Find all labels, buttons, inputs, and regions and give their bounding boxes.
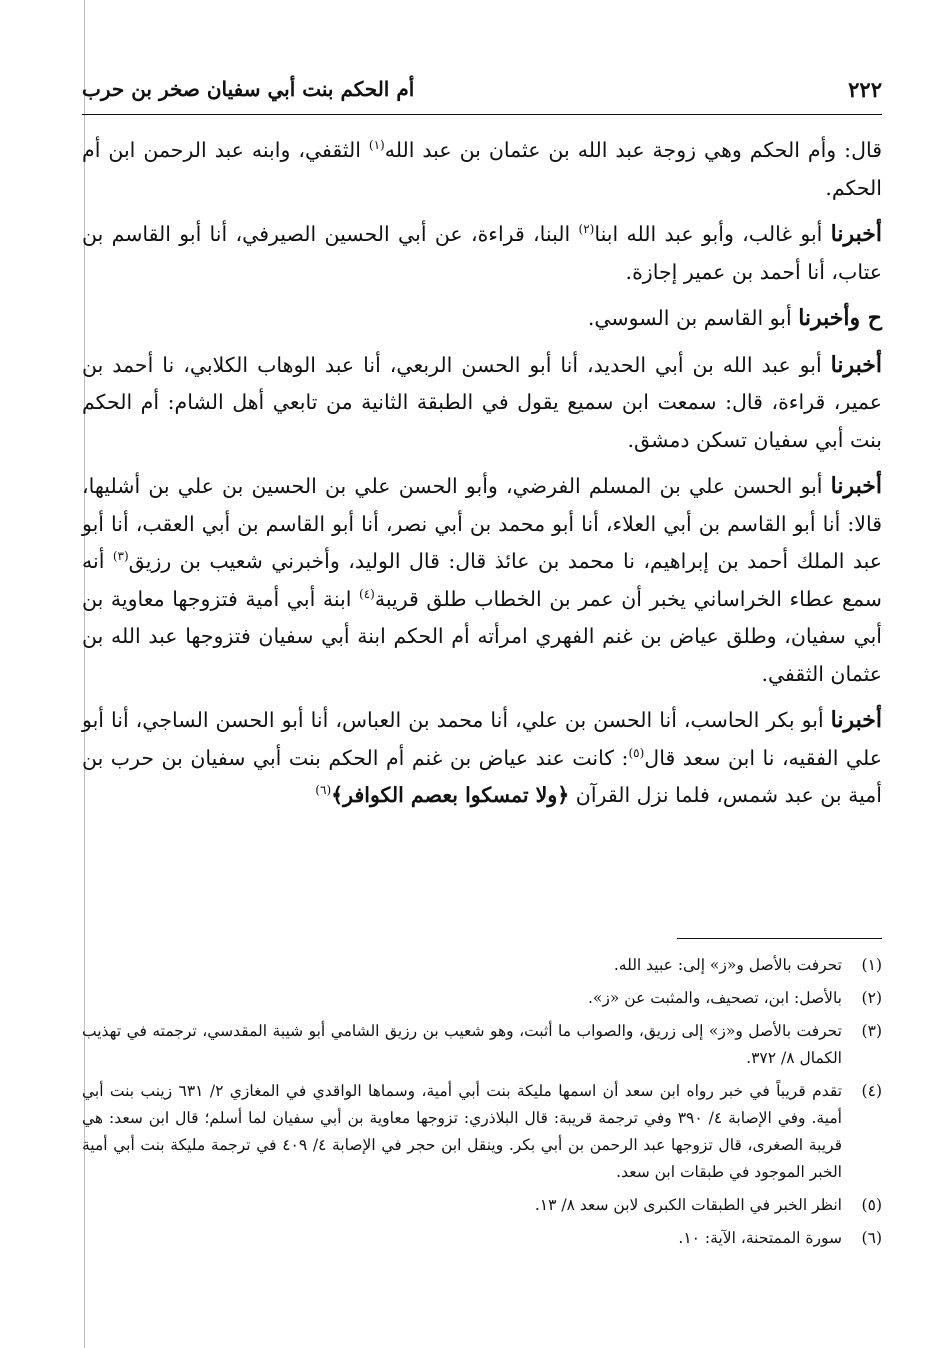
footnote-number: (٣) — [861, 1022, 882, 1040]
footnote-2 — [82, 985, 882, 1012]
book-page — [82, 60, 882, 1330]
footnote-ref-2: (٢) — [578, 222, 595, 237]
footnote-text: سورة الممتحنة، الآية: ١٠. — [678, 1229, 842, 1247]
akhbarana-keyword: أخبرنا — [798, 305, 850, 331]
body-text — [82, 132, 882, 824]
footnote-number: (٥) — [861, 1196, 882, 1214]
footnote-ref-6: (٦) — [315, 783, 332, 798]
footnote-1 — [82, 952, 882, 979]
akhbarana-keyword: أخبرنا — [830, 351, 882, 378]
footnote-4 — [82, 1078, 882, 1186]
footnote-ref-4: (٤) — [359, 586, 375, 601]
paragraph-3: ح وأخبرنا أبو القاسم بن السوسي. — [587, 305, 882, 331]
page-header — [82, 72, 882, 106]
quran-verse: ﴿ولا تمسكوا بعصم الكوافر﴾ — [331, 783, 570, 807]
footnote-5 — [82, 1192, 882, 1219]
page-number: ٢٢٢ — [848, 76, 882, 102]
header-rule — [82, 114, 882, 115]
footnote-ref-3: (٣) — [112, 549, 129, 564]
footnote-rule — [677, 938, 882, 939]
akhbarana-keyword: أخبرنا — [830, 473, 882, 499]
akhbarana-keyword: أخبرنا — [830, 221, 882, 247]
paragraph-2: أخبرنا أبو غالب، وأبو عبد الله ابنا$^{(٢)}$ البنا، قراءة، عن أبي الحسين الصيرفي، أنا أبو القاسم بن عتاب، أنا أحمد بن عمير إجازة. — [82, 221, 882, 284]
footnote-text: تحرفت بالأصل و«ز» إلى: عبيد الله. — [613, 956, 842, 974]
footnote-text: تقدم قريباً في خبر رواه ابن سعد أن اسمها مليكة بنت أبي أمية، وسماها الواقدي في المغازي ٢/ ٦٣١ زينب بنت أبي أمية. وفي الإصابة ٤/ ٣٩٠ وفي ترجمة قريبة: قال البلاذري: تزوجها معاوية بن أبي سفيان لما أسلم؛ قال ابن سعد: هي قريبة الصغرى، قال تزوجها عبد الرحمن بن أبي بكر. وينقل ابن حجر في الإصابة ٤/ ٤٠٩ في ترجمة مليكة بنت أبي أمية الخبر الموجود في طبقات ابن سعد. — [82, 1082, 843, 1181]
footnote-text: انظر الخبر في الطبقات الكبرى لابن سعد ٨/ ١٣. — [534, 1196, 842, 1214]
paragraph-6: أخبرنا أبو بكر الحاسب، أنا الحسن بن علي، أنا محمد بن العباس، أنا أبو الحسن الساجي، أنا أبو علي الفقيه، نا ابن سعد قال$^{(٥)}$: كانت عند عياض بن غنم أم الحكم بنت أبي سفيان بن حرب بن أمية بن عبد شمس، فلما نزل القرآن ﴿ولا تمسكوا بعصم الكوافر﴾$^{(٦)}$ — [82, 707, 883, 807]
footnote-number: (٤) — [861, 1082, 882, 1100]
paragraph-5: أخبرنا أبو الحسن علي بن المسلم الفرضي، وأبو الحسن علي بن الحسين بن علي بن أشليها، قالا: أنا أبو القاسم بن أبي العلاء، أنا أبو محمد بن أبي نصر، أنا أبو القاسم بن أبي العقب، أنا أبو عبد الملك أحمد بن إبراهيم، نا محمد بن عائذ قال: قال الوليد، وأخبرني شعيب بن رزيق$^{(٣)}$ أنه سمع عطاء الخراساني يخبر أن عمر بن الخطاب طلق قريبة$^{(٤)}$ ابنة أبي أمية فتزوجها معاوية بن أبي سفيان، وطلق عياض بن غنم الفهري امرأته أم الحكم ابنة أبي سفيان فتزوجها عبد الله بن عثمان الثقفي. — [82, 473, 882, 686]
footnotes — [82, 952, 882, 1258]
footnote-3 — [82, 1018, 882, 1072]
footnote-number: (٦) — [861, 1229, 882, 1247]
footnote-text: تحرفت بالأصل و«ز» إلى زريق، والصواب ما أثبت، وهو شعيب بن رزيق الشامي أبو شيبة المقدسي، ترجمته في تهذيب الكمال ٨/ ٣٧٢. — [82, 1022, 842, 1067]
running-title: أم الحكم بنت أبي سفيان صخر بن حرب — [82, 77, 415, 101]
paragraph-1: قال: وأم الحكم وهي زوجة عبد الله بن عثمان بن عبد الله$^{(١)}$ الثقفي، وابنه عبد الرحمن ابن أم الحكم. — [82, 138, 883, 200]
footnote-number: (٢) — [861, 989, 882, 1007]
footnote-number: (١) — [861, 956, 882, 974]
footnote-ref-1: (١) — [368, 138, 385, 153]
footnote-text: بالأصل: ابن، تصحيف، والمثبت عن «ز». — [587, 989, 842, 1007]
footnote-ref-5: (٥) — [628, 745, 645, 760]
paragraph-4: أخبرنا أبو عبد الله بن أبي الحديد، أنا أبو الحسن الربعي، أنا عبد الوهاب الكلابي، نا أحمد بن عمير، قراءة، قال: سمعت ابن سميع يقول في الطبقة الثانية من تابعي أهل الشام: أم الحكم بنت أبي سفيان تسكن دمشق. — [82, 351, 882, 452]
akhbarana-keyword: أخبرنا — [830, 707, 882, 733]
footnote-6 — [82, 1225, 882, 1252]
